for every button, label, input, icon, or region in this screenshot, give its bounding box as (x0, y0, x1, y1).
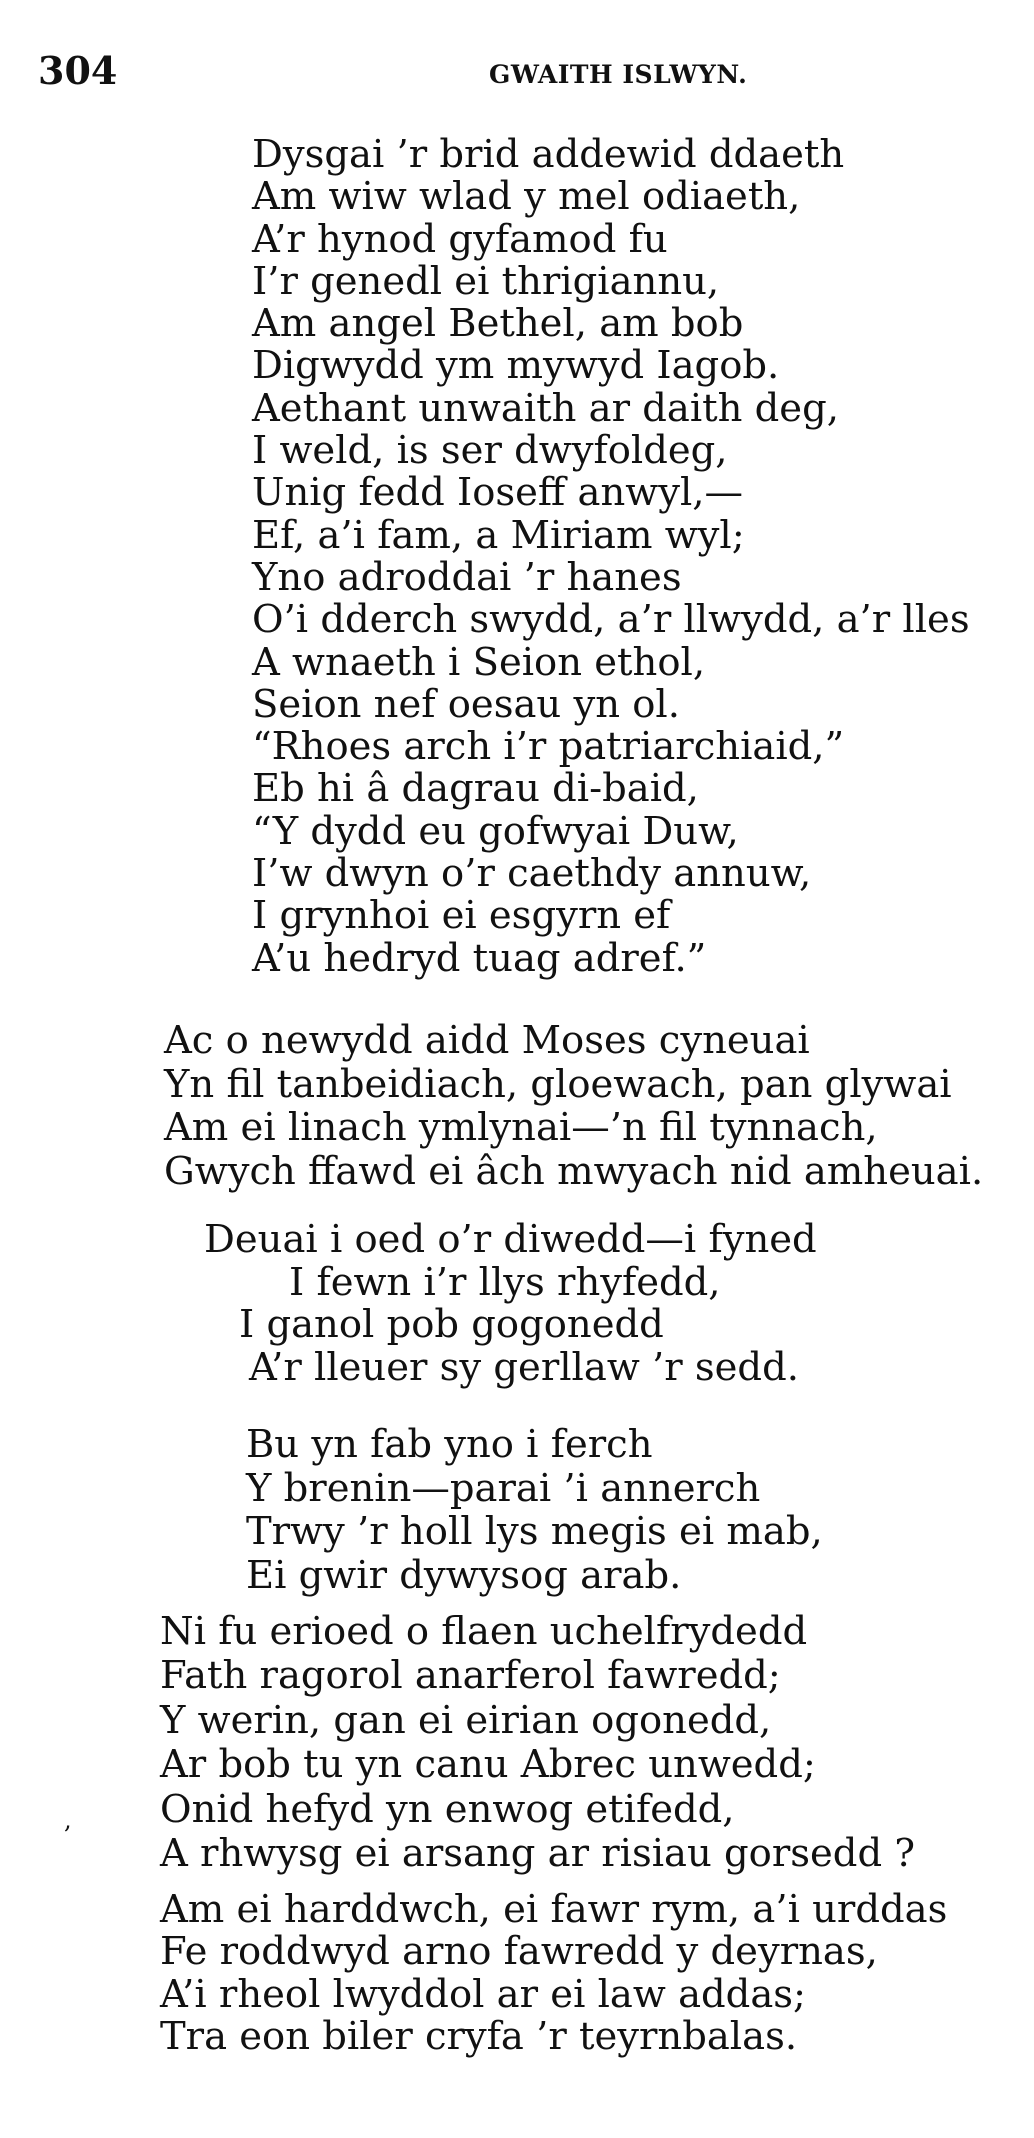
verse-line: Aethant unwaith ar daith deg, (252, 385, 839, 431)
page-number: 304 (38, 48, 118, 93)
verse-line: I’w dwyn o’r caethdy annuw, (252, 851, 812, 897)
verse-line: I ganol pob gogonedd (239, 1302, 664, 1347)
verse-line: Digwydd ym mywyd Iagob. (252, 343, 780, 389)
verse-line: I fewn i’r llys rhyfedd, (289, 1259, 721, 1305)
verse-line: Ni fu erioed o flaen uchelfrydedd (160, 1609, 808, 1654)
verse-line: Dysgai ’r brid addewid ddaeth (252, 132, 845, 177)
verse-line: Y werin, gan ei eirian ogonedd, (160, 1697, 772, 1743)
verse-line: Seion nef oesau yn ol. (252, 681, 680, 727)
verse-line: Am angel Bethel, am bob (252, 301, 744, 347)
verse-line: Ar bob tu yn canu Abrec unwedd; (160, 1742, 816, 1788)
verse-line: Deuai i oed o’r diwedd—i fyned (204, 1217, 817, 1262)
verse-line: A wnaeth i Seion ethol, (252, 639, 706, 685)
verse-line: Gwych ffawd ei âch mwyach nid amheuai. (164, 1148, 984, 1194)
verse-line: Ei gwir dywysog arab. (246, 1552, 682, 1598)
verse-line: Eb hi â dagrau di-baid, (252, 766, 699, 812)
verse-line: I grynhoi ei esgyrn ef (252, 893, 671, 939)
stanza-2 (164, 1019, 983, 1193)
verse-line: Y brenin—parai ’i annerch (246, 1465, 761, 1511)
verse-line: Yn fil tanbeidiach, gloewach, pan glywai (164, 1061, 952, 1107)
verse-line: Fe roddwyd arno fawredd y deyrnas, (160, 1929, 878, 1975)
verse-line: Ef, a’i fam, a Miriam wyl; (252, 512, 745, 558)
verse-line: I’r genedl ei thrigiannu, (252, 258, 720, 304)
verse-line: A’u hedryd tuag adref.” (252, 935, 707, 981)
verse-line: Ac o newydd aidd Moses cyneuai (164, 1018, 810, 1063)
verse-line: Unig fedd Ioseff anwyl,— (252, 470, 744, 516)
verse-line: A’i rheol lwyddol ar ei law addas; (160, 1971, 807, 2017)
stanza-4 (246, 1423, 823, 1597)
verse-line: Onid hefyd yn enwog etifedd, (160, 1786, 735, 1832)
verse-line: A’r hynod gyfamod fu (252, 216, 668, 262)
verse-line: Fath ragorol anarferol fawredd; (160, 1653, 781, 1699)
verse-line: Trwy ’r holl lys megis ei mab, (246, 1509, 823, 1554)
verse-line: I weld, is ser dwyfoldeg, (252, 428, 728, 474)
stanza-3 (204, 1219, 817, 1389)
ink-speck: , (64, 1806, 72, 1834)
verse-line: Am wiw wlad y mel odiaeth, (252, 174, 801, 220)
verse-line: O’i dderch swydd, a’r llwydd, a’r lles (252, 597, 970, 643)
stanza-6 (160, 1889, 947, 2058)
stanza-1 (252, 134, 970, 980)
verse-line: Tra eon biler cryfa ’r teyrnbalas. (160, 2013, 798, 2059)
verse-line: A rhwysg ei arsang ar risiau gorsedd ? (160, 1831, 915, 1877)
verse-line: Bu yn fab yno i ferch (246, 1422, 653, 1467)
verse-line: Am ei harddwch, ei fawr rym, a’i urddas (160, 1887, 948, 1932)
stanza-5 (160, 1610, 915, 1876)
verse-line: “Y dydd eu gofwyai Duw, (252, 808, 739, 854)
verse-line: Yno adroddai ’r hanes (252, 554, 682, 600)
verse-line: Am ei linach ymlynai—’n fil tynnach, (164, 1105, 878, 1151)
verse-line: A’r lleuer sy gerllaw ’r sedd. (249, 1344, 799, 1390)
verse-line: “Rhoes arch i’r patriarchiaid,” (252, 724, 845, 770)
running-title: GWAITH ISLWYN. (489, 60, 748, 89)
